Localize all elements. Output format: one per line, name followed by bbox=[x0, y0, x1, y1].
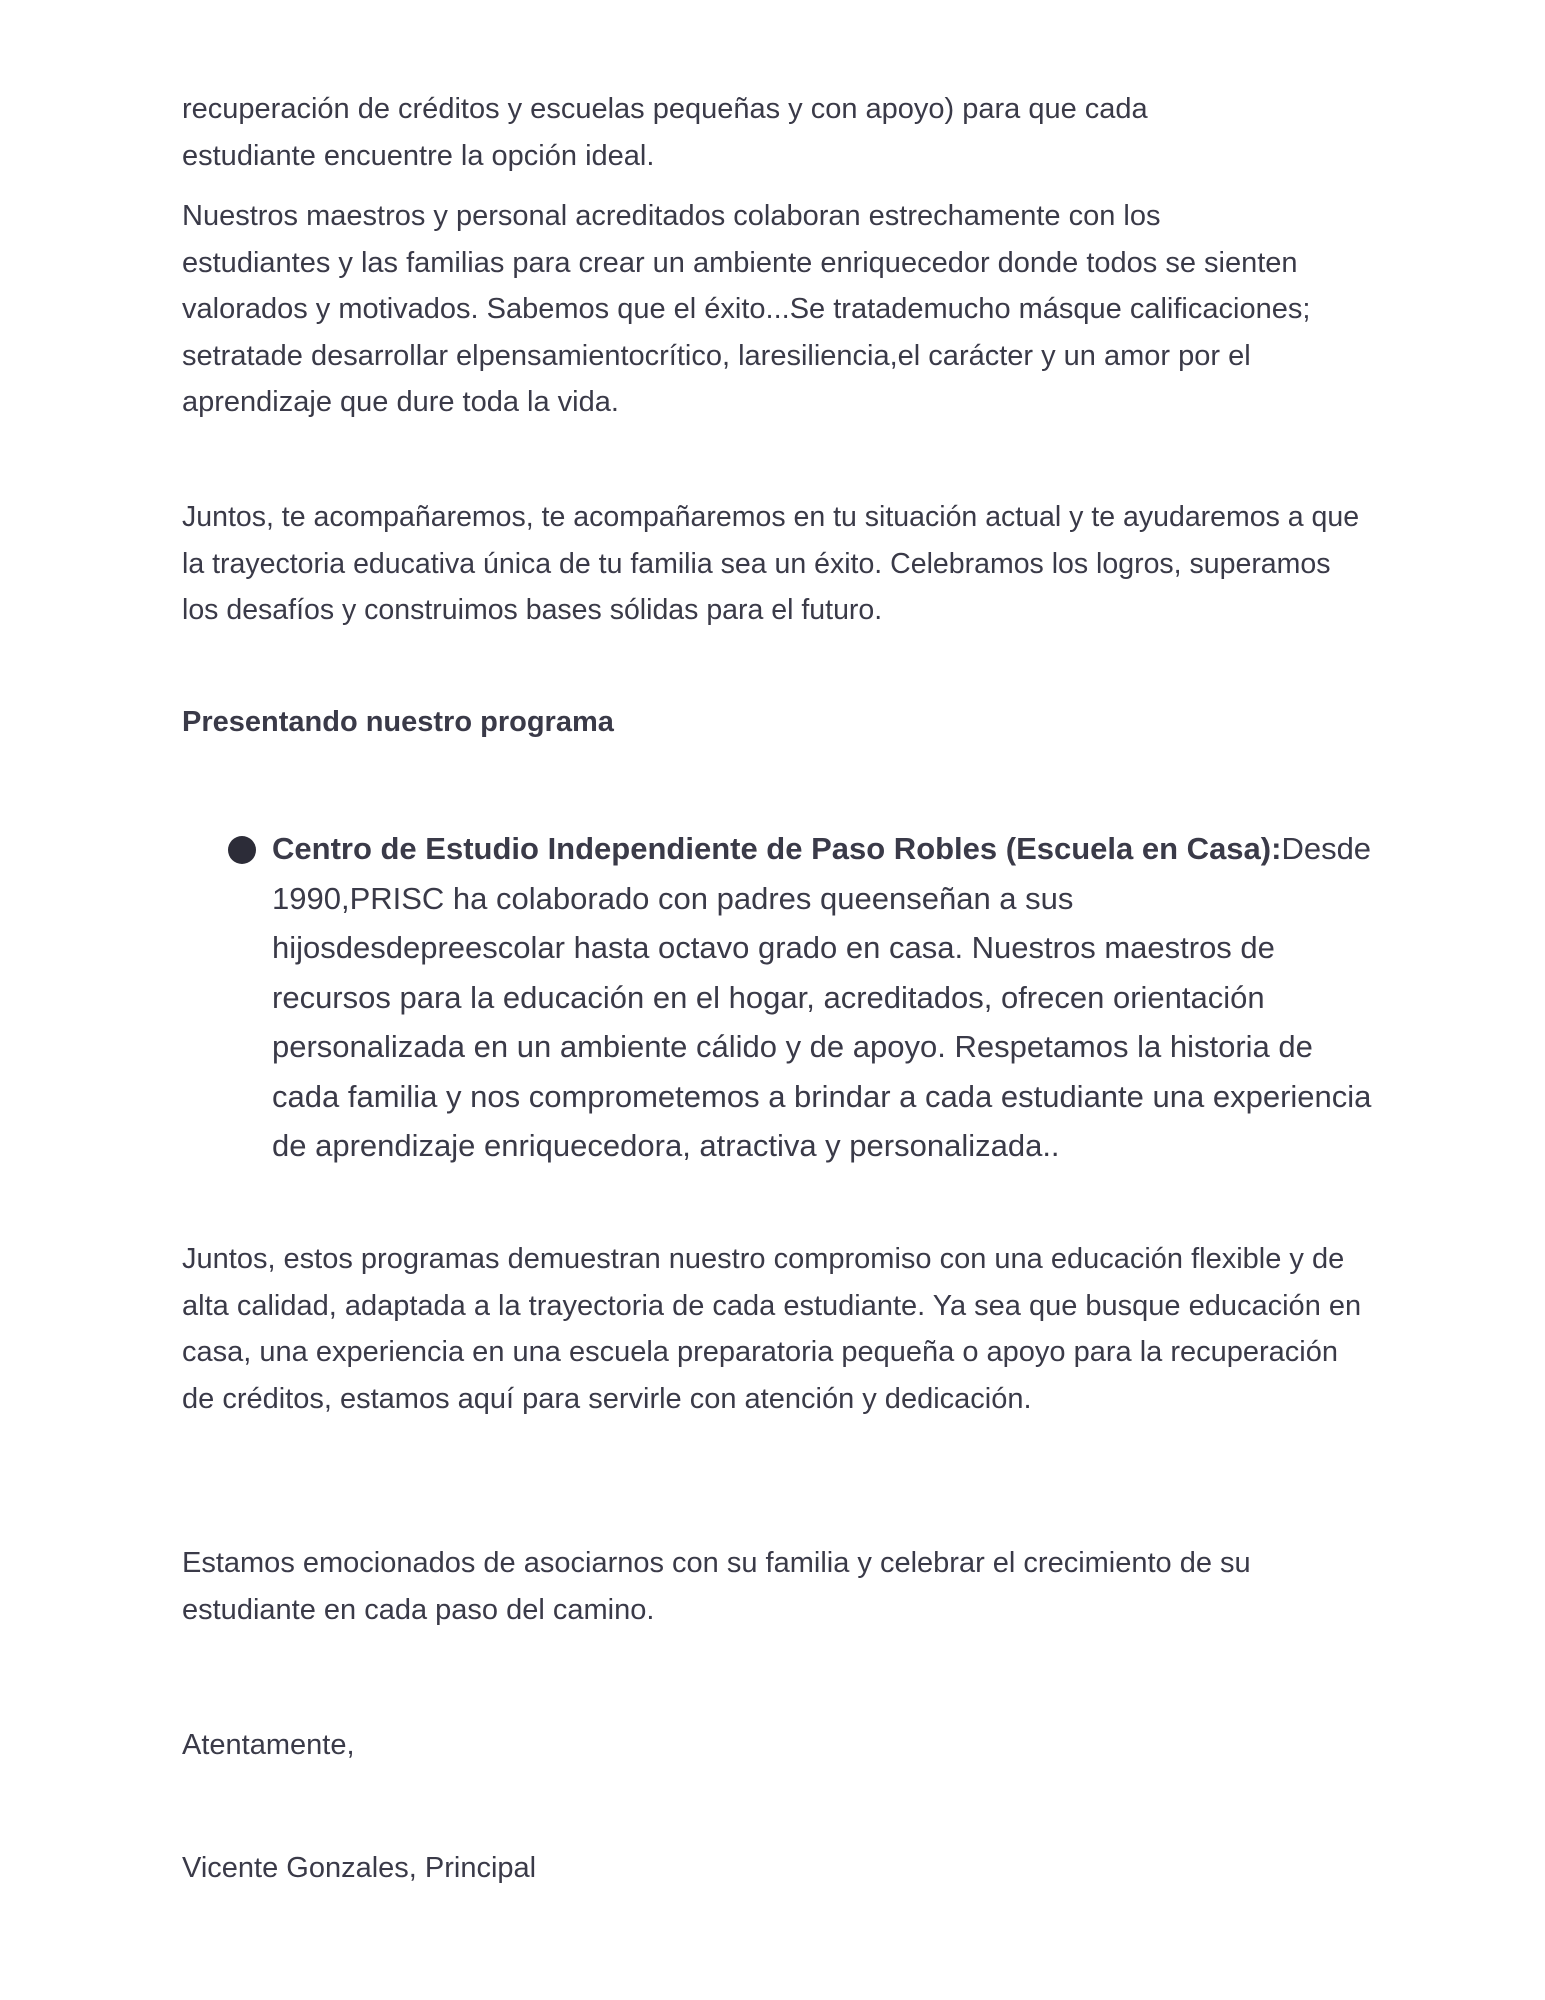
program-description: Desde 1990,PRISC ha colaborado con padres queenseñan a sus hijosdesdepreescolar hasta octavo grado en casa. Nuestros maestros de recursos para la educación en el hogar, acreditados, ofrecen orientación personalizada en un ambiente cálido y de apoyo. Respetamos la historia de cada familia y nos comprometemos a brindar a cada estudiante una experiencia de aprendizaje enriquecedora, atractiva y personalizada.. bbox=[272, 831, 1372, 1163]
bullet-icon bbox=[228, 836, 256, 864]
paragraph-together: Juntos, te acompañaremos, te acompañaremos en tu situación actual y te ayudaremos a que la trayectoria educativa única de tu familia sea un éxito. Celebramos los logros, superamos los desafíos y construimos bases sólidas para el futuro. bbox=[182, 501, 1360, 626]
paragraph-credit-recovery: recuperación de créditos y escuelas pequeñas y con apoyo) para que cada estudiante encuentre la opción ideal. bbox=[182, 93, 1148, 172]
closing-text: Atentamente, bbox=[182, 1729, 355, 1761]
program-bullet-item bbox=[272, 824, 1372, 1171]
paragraph-partnership: Estamos emocionados de asociarnos con su familia y celebrar el crecimiento de su estudiante en cada paso del camino. bbox=[182, 1547, 1251, 1626]
paragraph-teachers: Nuestros maestros y personal acreditados colaboran estrechamente con los estudiantes y las familias para crear un ambiente enriquecedor donde todos se sienten valorados y motivados. Sabemos que el éxito...Se tratademucho másque calificaciones; setratade desarrollar elpensamientocrítico, laresiliencia,el carácter y un amor por el aprendizaje que dure toda la vida. bbox=[182, 200, 1311, 418]
signature-text: Vicente Gonzales, Principal bbox=[182, 1852, 537, 1884]
section-heading: Presentando nuestro programa bbox=[182, 706, 614, 738]
paragraph-commitment: Juntos, estos programas demuestran nuestro compromiso con una educación flexible y de alta calidad, adaptada a la trayectoria de cada estudiante. Ya sea que busque educación en casa, una experiencia en una escuela preparatoria pequeña o apoyo para la recuperación de créditos, estamos aquí para servirle con atención y dedicación. bbox=[182, 1243, 1362, 1415]
program-name: Centro de Estudio Independiente de Paso Robles (Escuela en Casa): bbox=[272, 831, 1282, 866]
